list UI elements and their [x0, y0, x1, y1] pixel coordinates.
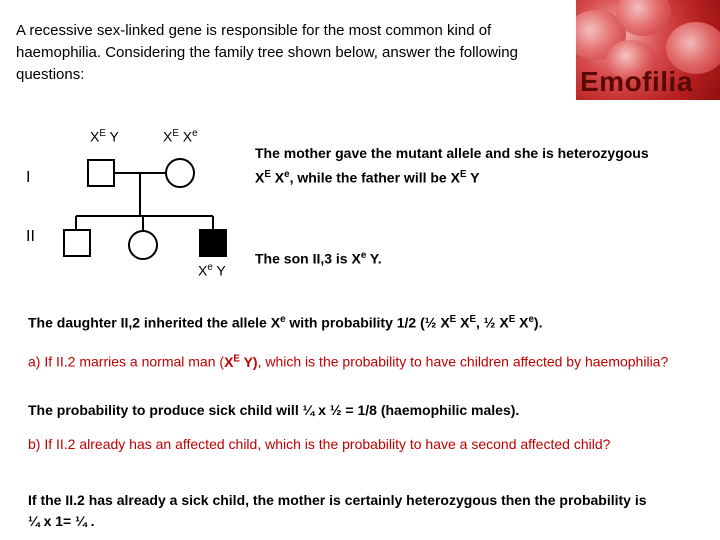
banner-title: Emofilia: [580, 66, 693, 97]
affected-son-II3-square: [200, 230, 226, 256]
answer-b: If the II.2 has already a sick child, the mother is certainly heterozygous then the probability is ¼ x 1= ¼ .: [28, 492, 647, 529]
daughter-II2-circle: [129, 231, 157, 259]
father-genotype: $X^E$ Y: [90, 128, 119, 145]
mother-note: The mother gave the mutant allele and she is heterozygous $X^E$ Xe, while the father will be $X^E$ Y: [255, 145, 649, 186]
son-II3-genotype: Xe Y: [198, 262, 226, 279]
question-b: b) If II.2 already has an affected child, which is the probability to have a second affected child?: [28, 436, 611, 452]
son-II1-square: [64, 230, 90, 256]
question-a: a) If II.2 marries a normal man ($X^E$ Y), which is the probability to have children affected by haemophilia?: [28, 353, 669, 370]
mother-genotype: $X^E$ Xe: [163, 128, 198, 145]
son-note: The son II,3 is Xe Y.: [255, 250, 382, 267]
generation-I-label: I: [26, 169, 31, 186]
answer-a: The probability to produce sick child will ¼ x ½ = 1/8 (haemophilic males).: [28, 402, 520, 418]
father-square: [88, 160, 114, 186]
generation-II-label: II: [26, 228, 35, 245]
intro-text: A recessive sex-linked gene is responsible for the most common kind of haemophilia. Considering the family tree shown below, answer the following questions:: [16, 22, 518, 83]
mother-circle: [166, 159, 194, 187]
emofilia-banner-image: [576, 0, 720, 100]
daughter-statement: The daughter II,2 inherited the allele Xe with probability 1/2 (½ $X^E$ $X^E$, ½ $X^E$ Xe).: [28, 314, 543, 331]
